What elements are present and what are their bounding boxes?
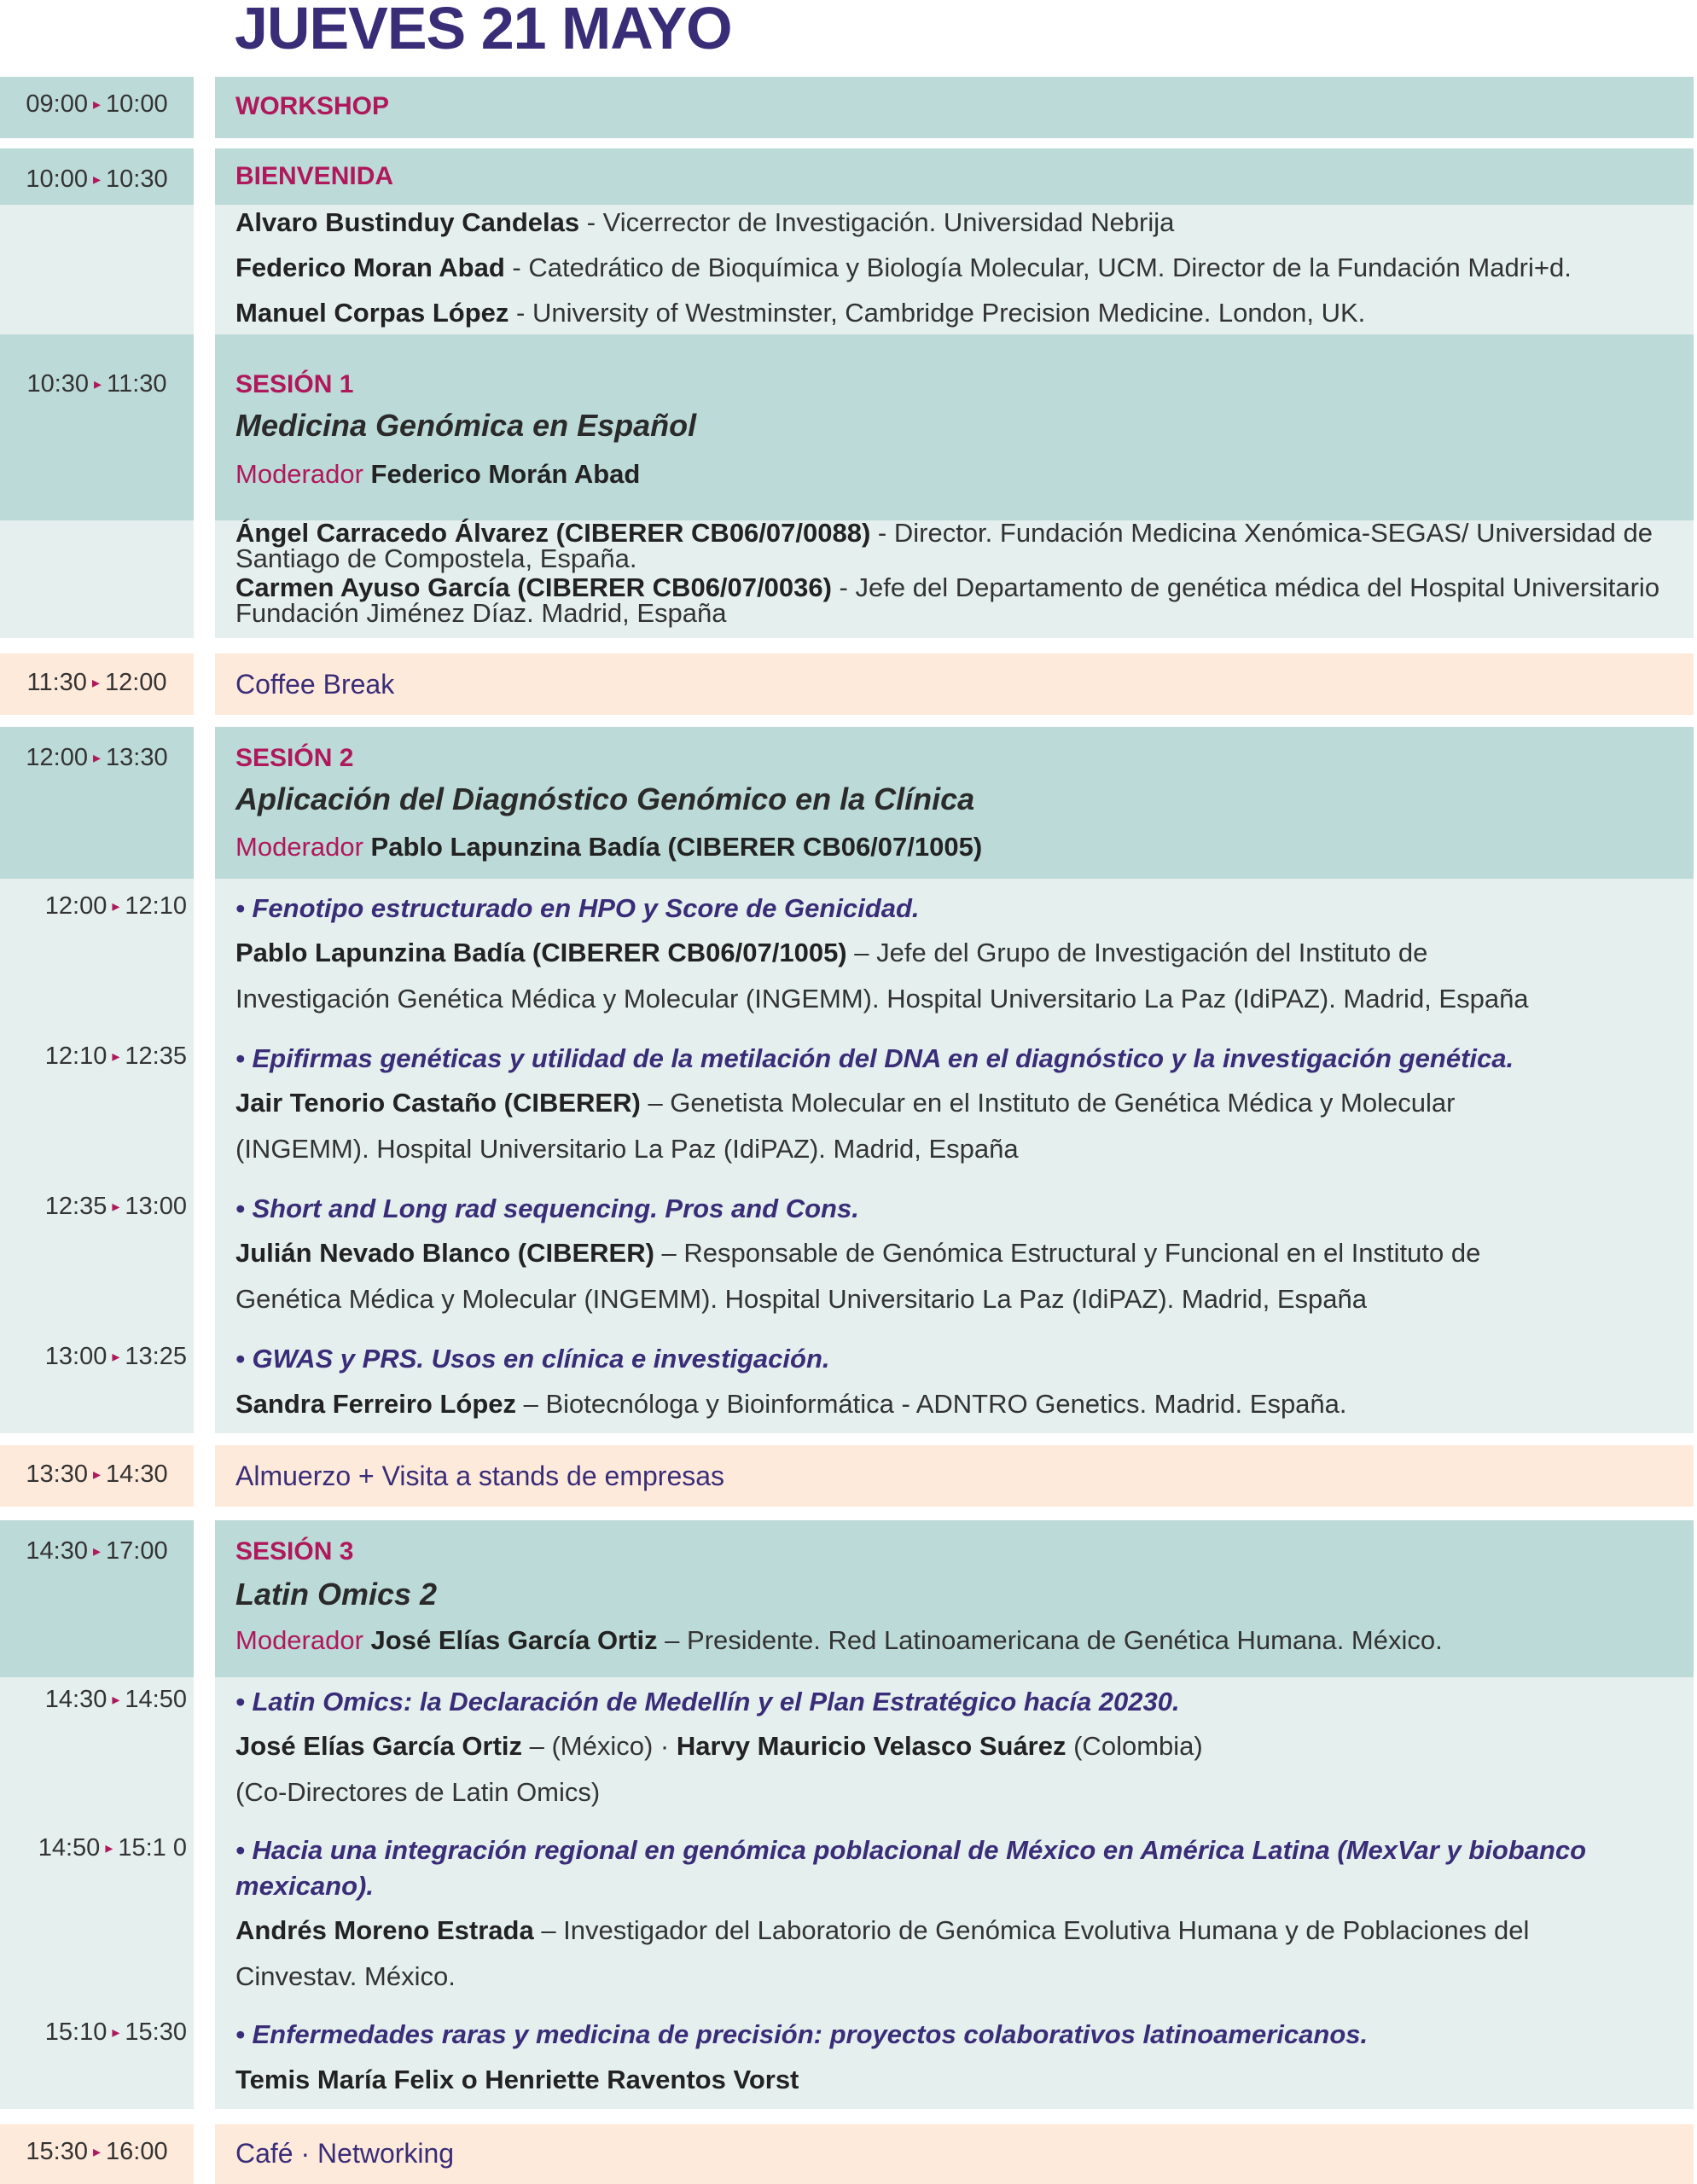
speaker-line: Carmen Ayuso García (CIBERER CB06/07/0036) - Jefe del Departamento de genética médica del Hospital Universitario Fundación Jiménez Díaz. Madrid, España bbox=[235, 572, 1660, 628]
speaker-line: Federico Moran Abad - Catedrático de Bioquímica y Biología Molecular, UCM. Director de la Fundación Madri+d. bbox=[235, 253, 1572, 282]
talk-speaker: Pablo Lapunzina Badía (CIBERER CB06/07/1005) – Jefe del Grupo de Investigación del Instituto de bbox=[235, 938, 1428, 967]
talk-speaker: Jair Tenorio Castaño (CIBERER) – Genetista Molecular en el Instituto de Genética Médica y Molecular bbox=[235, 1088, 1456, 1118]
talk-title: • Fenotipo estructurado en HPO y Score de Genicidad. bbox=[235, 893, 920, 923]
time-range: 15:30 ▸ 16:00 bbox=[26, 2138, 168, 2165]
page-title: JUEVES 21 MAYO bbox=[235, 0, 732, 61]
speaker-line: Ángel Carracedo Álvarez (CIBERER CB06/07/0088) - Director. Fundación Medicina Xenómica-SEGAS/ Universidad de Santiago de Compostela, España. bbox=[235, 518, 1653, 573]
moderator-line: Moderador Pablo Lapunzina Badía (CIBERER CB06/07/1005) bbox=[235, 832, 983, 862]
cafe-networking-label: Café · Networking bbox=[235, 2138, 455, 2169]
time-range: 10:30 ▸ 11:30 bbox=[26, 370, 167, 398]
cafe-networking-row bbox=[0, 2124, 1697, 2184]
session-title: Aplicación del Diagnóstico Genómico en la Clínica bbox=[235, 781, 975, 816]
workshop-row bbox=[0, 77, 1697, 138]
talk-speaker: Julián Nevado Blanco (CIBERER) – Responsable de Genómica Estructural y Funcional en el Instituto de bbox=[235, 1238, 1481, 1268]
talk-title: • Hacia una integración regional en genómica poblacional de México en América Latina (MexVar y biobanco mexicano). bbox=[235, 1835, 1587, 1901]
sesion2-block bbox=[0, 727, 1697, 1433]
talk-speaker: Sandra Ferreiro López – Biotecnóloga y Bioinformática - ADNTRO Genetics. Madrid. España. bbox=[235, 1389, 1347, 1419]
moderator-line: Moderador José Elías García Ortiz – Presidente. Red Latinoamericana de Genética Humana. México. bbox=[235, 1625, 1443, 1655]
talk-time: 12:10 ▸ 12:35 bbox=[44, 1043, 187, 1070]
talk-time: 13:00 ▸ 13:25 bbox=[44, 1343, 187, 1370]
sesion3-block bbox=[0, 1520, 1697, 2109]
session-label: SESIÓN 2 bbox=[235, 744, 354, 772]
talk-speaker: Andrés Moreno Estrada – Investigador del Laboratorio de Genómica Evolutiva Humana y de Poblaciones del bbox=[235, 1915, 1530, 1945]
time-range: 13:30 ▸ 14:30 bbox=[26, 1461, 168, 1488]
time-range: 14:30 ▸ 17:00 bbox=[26, 1537, 168, 1565]
bienvenida-block bbox=[0, 148, 1697, 334]
talk-speaker-role: (INGEMM). Hospital Universitario La Paz (IdiPAZ). Madrid, España bbox=[235, 1134, 1019, 1164]
session-label: SESIÓN 1 bbox=[235, 370, 354, 398]
lunch-label: Almuerzo + Visita a stands de empresas bbox=[235, 1461, 725, 1491]
talk-time: 12:00 ▸ 12:10 bbox=[44, 892, 187, 920]
talk-time: 12:35 ▸ 13:00 bbox=[44, 1193, 187, 1220]
talk-title: • Short and Long rad sequencing. Pros and Cons. bbox=[235, 1194, 859, 1223]
session-title: Medicina Genómica en Español bbox=[235, 408, 697, 443]
talk-time: 14:50 ▸ 15:1 0 bbox=[38, 1834, 187, 1862]
talk-speaker-role: Investigación Genética Médica y Molecular (INGEMM). Hospital Universitario La Paz (IdiPAZ). Madrid, España bbox=[235, 984, 1529, 1014]
talk-speaker-role: Genética Médica y Molecular (INGEMM). Hospital Universitario La Paz (IdiPAZ). Madrid, España bbox=[235, 1284, 1367, 1314]
moderator-line: Moderador Federico Morán Abad bbox=[235, 459, 641, 489]
workshop-label: WORKSHOP bbox=[235, 92, 389, 120]
time-range: 12:00 ▸ 13:30 bbox=[26, 744, 168, 771]
talk-speaker-role: (Co-Directores de Latin Omics) bbox=[235, 1777, 601, 1807]
talk-title: • Latin Omics: la Declaración de Medellín y el Plan Estratégico hacía 20230. bbox=[235, 1687, 1180, 1716]
speaker-line: Alvaro Bustinduy Candelas - Vicerrector de Investigación. Universidad Nebrija bbox=[235, 207, 1175, 237]
speaker-line: Manuel Corpas López - University of Westminster, Cambridge Precision Medicine. London, UK. bbox=[235, 298, 1366, 328]
talk-speaker-role: Cinvestav. México. bbox=[235, 1961, 456, 1991]
session-label: SESIÓN 3 bbox=[235, 1537, 354, 1565]
talk-speaker: José Elías García Ortiz – (México) · Harvy Mauricio Velasco Suárez (Colombia) bbox=[235, 1731, 1203, 1761]
talk-time: 14:30 ▸ 14:50 bbox=[44, 1686, 187, 1713]
session-title: Latin Omics 2 bbox=[235, 1577, 438, 1612]
time-range: 09:00 ▸ 10:00 bbox=[26, 90, 168, 118]
talk-speaker: Temis María Felix o Henriette Raventos Vorst bbox=[235, 2065, 799, 2094]
talk-title: • Epifirmas genéticas y utilidad de la metilación del DNA en el diagnóstico y la investigación genética. bbox=[235, 1043, 1514, 1073]
talk-time: 15:10 ▸ 15:30 bbox=[44, 2018, 187, 2046]
talk-title: • GWAS y PRS. Usos en clínica e investigación. bbox=[235, 1344, 830, 1374]
bienvenida-label: BIENVENIDA bbox=[235, 162, 394, 190]
coffee-break-label: Coffee Break bbox=[235, 669, 395, 700]
coffee-break-row bbox=[0, 653, 1697, 715]
time-range: 11:30 ▸ 12:00 bbox=[26, 669, 167, 696]
lunch-row bbox=[0, 1445, 1697, 1507]
time-range: 10:00 ▸ 10:30 bbox=[26, 166, 168, 193]
sesion1-block bbox=[0, 334, 1697, 638]
talk-title: • Enfermedades raras y medicina de precisión: proyectos colaborativos latinoamericanos. bbox=[235, 2019, 1369, 2049]
